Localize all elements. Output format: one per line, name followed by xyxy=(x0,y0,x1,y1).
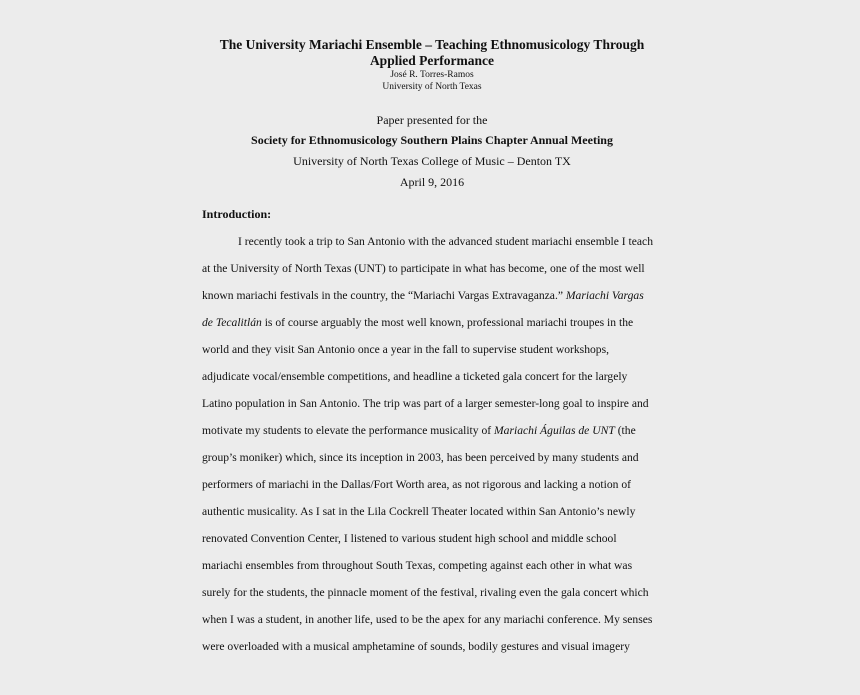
section-heading: Introduction: xyxy=(202,207,272,221)
body-line-text: mariachi ensembles from throughout South Texas, competing against each other in what was xyxy=(202,559,633,572)
paper-title xyxy=(150,37,714,69)
italic-term: Mariachi Vargas xyxy=(565,289,644,302)
body-line-text: performers of mariachi in the Dallas/Fort Worth area, as not rigorous and lacking a notion of xyxy=(202,478,631,491)
body-line-text: motivate my students to elevate the performance musicality of xyxy=(202,424,495,437)
body-line xyxy=(202,343,662,357)
presented-for: Paper presented for the xyxy=(376,113,488,127)
body-line-text: world and they visit San Antonio once a year in the fall to supervise student workshops, xyxy=(202,343,609,356)
body-line xyxy=(202,424,662,438)
title-line-1: The University Mariachi Ensemble – Teaching Ethnomusicology Through xyxy=(219,37,645,52)
body-line xyxy=(202,289,662,303)
body-line-text: were overloaded with a musical amphetamine of sounds, bodily gestures and visual imagery xyxy=(202,640,630,653)
body-line xyxy=(202,613,662,627)
body-line xyxy=(202,505,662,519)
body-line-text: (the xyxy=(614,424,636,437)
body-line-text: surely for the students, the pinnacle moment of the festival, rivaling even the gala concert which xyxy=(202,586,649,599)
body-line-text: authentic musicality. As I sat in the Lila Cockrell Theater located within San Antonio’s newly xyxy=(202,505,636,518)
body-line-text: renovated Convention Center, I listened to various student high school and middle school xyxy=(202,532,617,545)
author-name: José R. Torres-Ramos xyxy=(390,70,474,80)
italic-term: de Tecalitlán xyxy=(202,316,262,329)
body-line xyxy=(202,397,662,411)
body-line-text: group’s moniker) which, since its inception in 2003, has been perceived by many students and xyxy=(202,451,639,464)
body-line xyxy=(238,235,698,249)
body-line xyxy=(202,586,662,600)
body-line xyxy=(202,370,662,384)
body-line xyxy=(202,316,662,330)
body-line xyxy=(202,532,662,546)
body-line-text: is of course arguably the most well known, professional mariachi troupes in the xyxy=(261,316,634,329)
title-line-2: Applied Performance xyxy=(369,53,495,68)
conference-location: University of North Texas College of Music – Denton TX xyxy=(293,154,571,168)
conference-venue: Society for Ethnomusicology Southern Plains Chapter Annual Meeting xyxy=(251,133,613,147)
body-line xyxy=(202,451,662,465)
body-line-text: I recently took a trip to San Antonio with the advanced student mariachi ensemble I teach xyxy=(238,235,653,248)
body-line xyxy=(202,559,662,573)
body-line-text: when I was a student, in another life, used to be the apex for any mariachi conference. My senses xyxy=(202,613,653,626)
italic-term: Mariachi Águilas de UNT xyxy=(494,424,615,437)
author-affiliation: University of North Texas xyxy=(382,82,482,92)
body-line-text: known mariachi festivals in the country, the “Mariachi Vargas Extravaganza.” xyxy=(202,289,566,302)
body-line-text: at the University of North Texas (UNT) to participate in what has become, one of the most well xyxy=(202,262,645,275)
presentation-date: April 9, 2016 xyxy=(399,175,465,189)
body-line xyxy=(202,640,662,654)
body-line-text: Latino population in San Antonio. The trip was part of a larger semester-long goal to inspire and xyxy=(202,397,649,410)
body-line xyxy=(202,478,662,492)
body-line xyxy=(202,262,662,276)
body-line-text: adjudicate vocal/ensemble competitions, and headline a ticketed gala concert for the largely xyxy=(202,370,628,383)
